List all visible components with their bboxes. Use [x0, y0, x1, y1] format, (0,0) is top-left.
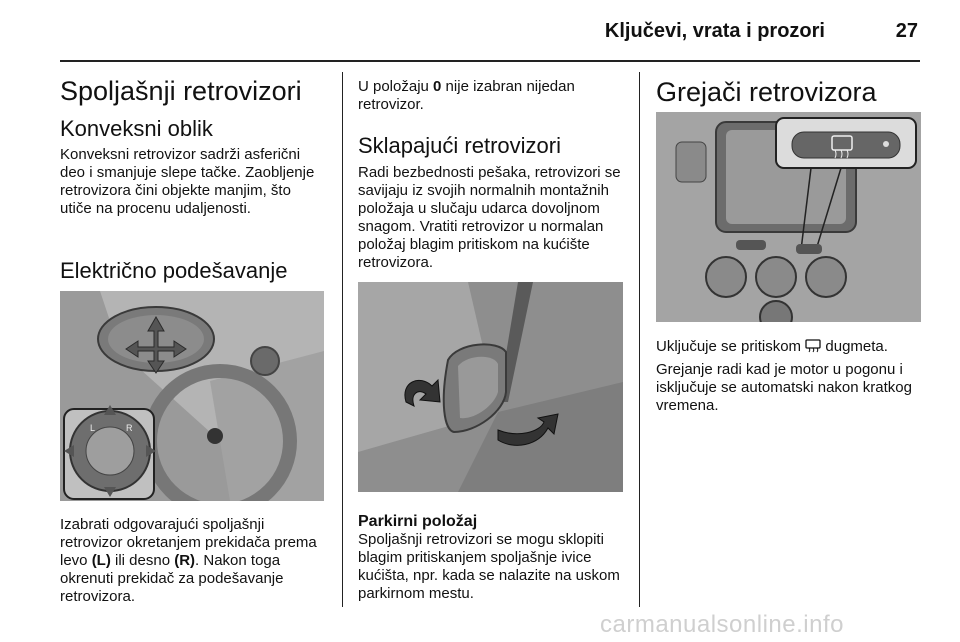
parking-heading: Parkirni položaj [358, 513, 478, 530]
mirror-switch-figure [60, 291, 324, 501]
knob-label-r: R [126, 423, 133, 433]
knob-label-l: L [90, 423, 96, 433]
heated-mirror-illustration [656, 112, 921, 322]
heated-mirror-figure [656, 112, 921, 322]
section-title: Spoljašnji retrovizori [60, 76, 302, 106]
convex-text: Konveksni retrovizor sadrži asferični deo i smanjuje slepe tačke. Zaobljenje retrovizora čini objekte manjim, što utiče na procenu udaljenosti. [60, 146, 315, 217]
header-title: Ključevi, vrata i prozori [604, 20, 825, 42]
electric-text: Izabrati odgovarajući spoljašnji retrovizor okretanjem prekidača prema levo (L) ili desno (R). Nakon toga okrenuti prekidač za podešavanje retrovizora. [60, 516, 317, 605]
folding-text: Radi bezbednosti pešaka, retrovizori se savijaju iz svojih normalnih montažnih položaja u slučaju udarca dovoljnom snagom. Vratiti retrovizor u normalan položaj blagim pritiskom na kućište retrovizora. [358, 164, 621, 271]
parking-text: Spoljašnji retrovizori se mogu sklopiti blagim pritiskanjem spoljašnje ivice kućišta, npr. kada se nalazite na uskom parkirnom mestu. [358, 531, 620, 602]
column-divider [639, 72, 640, 607]
watermark: carmanualsonline.info [600, 611, 844, 638]
electric-heading: Električno podešavanje [60, 258, 288, 283]
column-divider [342, 72, 343, 607]
heated-text-2: Grejanje radi kad je motor u pogonu i isključuje se automatski nakon kratkog vremena. [656, 361, 912, 414]
position-zero-text: U položaju 0 nije izabran nijedan retrovizor. [358, 78, 575, 113]
header-rule [60, 60, 920, 62]
heated-mirror-icon [805, 339, 821, 358]
heated-heading: Grejači retrovizora [656, 77, 877, 107]
folding-mirror-illustration [358, 282, 623, 492]
folding-heading: Sklapajući retrovizori [358, 133, 561, 158]
mirror-switch-illustration [60, 291, 324, 501]
convex-heading: Konveksni oblik [60, 116, 213, 141]
folding-mirror-figure [358, 282, 623, 492]
heated-text: Uključuje se pritiskom dugmeta. [656, 338, 924, 358]
page-header [60, 14, 920, 50]
page-number: 27 [895, 20, 918, 42]
